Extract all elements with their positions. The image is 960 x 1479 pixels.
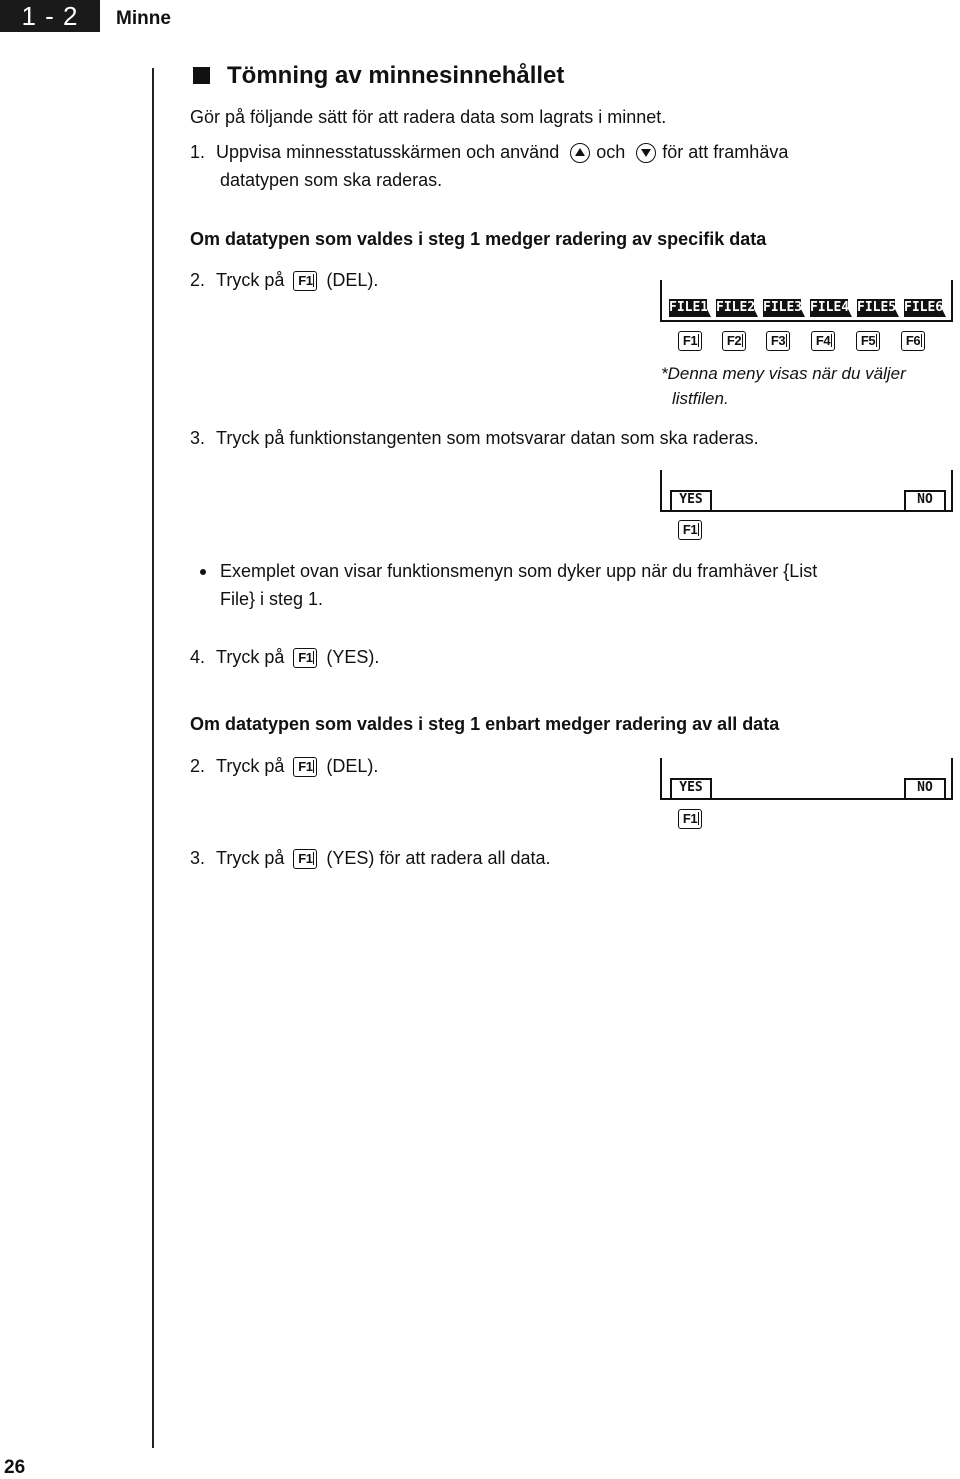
f1-key-icon: F1 xyxy=(293,648,317,668)
confirm-screen xyxy=(660,758,953,800)
step-text: och xyxy=(596,142,626,162)
bullet-text: Exemplet ovan visar funktionsmenyn som dyker upp när du framhäver {List xyxy=(220,561,818,581)
step-text: Tryck på xyxy=(216,756,285,776)
f2-key-icon: F2 xyxy=(722,331,746,351)
f1-key-icon: F1 xyxy=(293,757,317,777)
f1-key-icon: F1 xyxy=(293,271,317,291)
cursor-down-key-icon xyxy=(636,143,656,163)
f3-key-icon: F3 xyxy=(766,331,790,351)
step-text: (YES) för att radera all data. xyxy=(326,848,551,868)
note-asterisk: * xyxy=(661,364,668,383)
file-tab: FILE4 xyxy=(810,300,850,315)
menu-note-continued: listfilen. xyxy=(672,389,729,408)
page-number: 26 xyxy=(4,1457,26,1478)
bullet-icon xyxy=(200,569,206,575)
f1-key-icon: F1 xyxy=(678,520,702,540)
step-3-all xyxy=(190,848,551,869)
confirm-screen xyxy=(660,470,953,512)
step-text: Tryck på xyxy=(216,848,285,868)
bullet-text-continued: File} i steg 1. xyxy=(220,589,324,609)
file-tab: FILE5 xyxy=(857,300,897,315)
file-tab: FILE2 xyxy=(716,300,756,315)
step-text: Uppvisa minnesstatusskärmen och använd xyxy=(216,142,560,162)
step-3-specific xyxy=(190,428,759,449)
section-title: Tömning av minnesinnehållet xyxy=(227,62,565,89)
screen-edge xyxy=(951,470,953,510)
step-number: 3. xyxy=(190,848,206,868)
step-text: (YES). xyxy=(326,647,380,667)
step-text: Tryck på funktionstangenten som motsvarar datan som ska raderas. xyxy=(216,428,759,448)
f6-key-icon: F6 xyxy=(901,331,925,351)
f5-key-icon: F5 xyxy=(856,331,880,351)
chapter-title: Minne xyxy=(116,8,171,29)
intro-text: Gör på följande sätt för att radera data som lagrats i minnet. xyxy=(190,107,667,127)
step-text: Tryck på xyxy=(216,270,285,290)
f1-key-icon: F1 xyxy=(678,331,702,351)
step-text: (DEL). xyxy=(326,756,379,776)
file-tab: FILE1 xyxy=(669,300,709,315)
step-2-specific xyxy=(190,270,378,291)
step-number: 4. xyxy=(190,647,206,667)
yes-option: YES xyxy=(670,778,712,798)
yes-option: YES xyxy=(670,490,712,510)
step-text: (DEL). xyxy=(326,270,379,290)
screen-edge xyxy=(951,280,953,320)
margin-rule xyxy=(152,68,154,1448)
subheading-specific: Om datatypen som valdes i steg 1 medger radering av specifik data xyxy=(190,229,767,249)
file-menu-screen xyxy=(660,280,953,322)
file-tab: FILE3 xyxy=(763,300,803,315)
step-text: för att framhäva xyxy=(662,142,789,162)
f1-key-icon: F1 xyxy=(678,809,702,829)
step-4-specific xyxy=(190,647,379,668)
f1-key-icon: F1 xyxy=(293,849,317,869)
section-square-icon xyxy=(193,67,210,84)
step-1 xyxy=(190,142,788,163)
no-option: NO xyxy=(904,778,946,798)
step-number: 2. xyxy=(190,270,206,290)
no-option: NO xyxy=(904,490,946,510)
subheading-all: Om datatypen som valdes i steg 1 enbart medger radering av all data xyxy=(190,714,780,734)
section-number-badge: 1 - 2 xyxy=(0,0,100,32)
menu-note xyxy=(661,364,906,384)
step-text: Tryck på xyxy=(216,647,285,667)
confirm-key xyxy=(678,520,702,540)
step-number: 3. xyxy=(190,428,206,448)
confirm-key xyxy=(678,809,702,829)
cursor-up-key-icon xyxy=(570,143,590,163)
step-1-continued: datatypen som ska raderas. xyxy=(220,170,443,190)
file-tab: FILE6 xyxy=(904,300,944,315)
step-number: 1. xyxy=(190,142,206,162)
screen-edge xyxy=(951,758,953,798)
file-key-row xyxy=(678,331,925,351)
f4-key-icon: F4 xyxy=(811,331,835,351)
note-text: Denna meny visas när du väljer xyxy=(667,364,906,383)
step-2-all xyxy=(190,756,378,777)
step-number: 2. xyxy=(190,756,206,776)
